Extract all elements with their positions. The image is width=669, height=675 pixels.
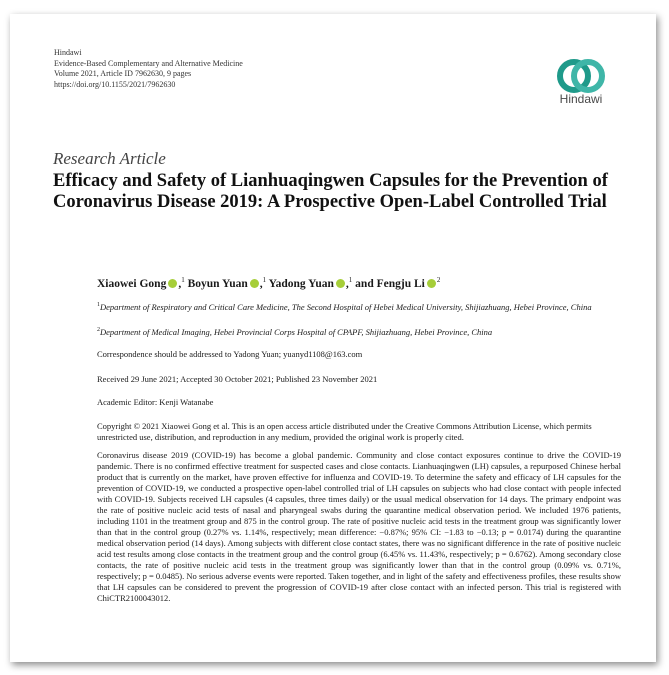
- author-affiliation-number: 2: [436, 276, 441, 284]
- orcid-icon[interactable]: [250, 279, 259, 288]
- hindawi-logo-icon: [551, 51, 611, 121]
- orcid-icon[interactable]: [168, 279, 177, 288]
- author-name[interactable]: Boyun Yuan: [187, 277, 248, 290]
- affiliation-text: Department of Medical Imaging, Hebei Provincial Corps Hospital of CPAPF, Shijiazhuang, Hebei Province, China: [100, 326, 493, 337]
- article-type: Research Article: [53, 149, 166, 168]
- journal-name: Evidence-Based Complementary and Alternative Medicine: [54, 58, 243, 68]
- author-name[interactable]: and Fengju Li: [355, 277, 425, 290]
- author-name[interactable]: Xiaowei Gong: [97, 277, 167, 290]
- orcid-icon[interactable]: [336, 279, 345, 288]
- abstract: Coronavirus disease 2019 (COVID-19) has become a global pandemic. Community and close contact exposures continue to drive the COVID-19 pandemic. There is no confirmed effective treatment for suspected cases and close contacts. Lianhuaqingwen (LH) capsules, a repurposed Chinese herbal product that is currently on the market, have proven effective for influenza and COVID-19. To determine the safety and efficacy of LH capsules for the prevention of COVID-19, we conducted a prospective open-label controlled trial of LH capsules on subjects who had close contact with people infected with COVID-19. Subjects received LH capsules (4 capsules, three times daily) or the usual medical observation for 14 days. The primary endpoint was the rate of positive nucleic acid tests of nasal and pharyngeal swabs during the quarantine medical observation period. We included 1976 patients, including 1101 in the treatment group and 875 in the control group. The rate of positive nucleic acid tests in the treatment group was significantly lower than that in the control group (0.27% vs. 1.14%, respectively; mean difference: −0.87%; 95% CI: −1.83 to −0.13; p = 0.0174) during the quarantine medical observation period (14 days). Among subjects with different close contact states, there was no significant difference in the rate of positive nucleic acid test results among close contacts in the treatment group and the control group (6.45% vs. 11.43%, respectively; p = 0.6762). Among secondary close contacts, the rate of positive nucleic acid tests in the treatment group was significantly lower than that in the control group (0.09% vs. 0.71%, respectively; p = 0.0485). No serious adverse events were reported. Taken together, and in light of the safety and effectiveness profiles, these results show that LH capsules can be considered to prevent the progression of COVID-19 after close contact with an infected person. This trial is registered with ChiCTR2100043012.: [97, 450, 621, 603]
- affiliation-number: 2: [97, 327, 100, 333]
- publisher-name: Hindawi: [54, 48, 82, 57]
- author-affiliation-number: 1: [262, 276, 267, 284]
- author-affiliation-number: 1: [181, 276, 185, 284]
- author-name[interactable]: Yadong Yuan: [268, 277, 334, 290]
- author-affiliation-number: 1: [348, 276, 353, 284]
- copyright-notice: Copyright © 2021 Xiaowei Gong et al. This is an open access article distributed under the Creative Commons Attribution License, which permits unrestricted use, distribution, and reproduction in any medium, provided the original work is properly cited.: [97, 421, 592, 442]
- affiliation-2: [97, 325, 617, 338]
- paper-title: Efficacy and Safety of Lianhuaqingwen Capsules for the Prevention of Coronavirus Disease 2019: A Prospective Open-Label Controlled Trial: [53, 171, 608, 212]
- affiliation-1: [97, 300, 597, 313]
- journal-volume: Volume 2021, Article ID 7962630, 9 pages: [54, 69, 192, 78]
- journal-info: [54, 48, 243, 90]
- paper-page: [10, 14, 656, 662]
- affiliation-number: 1: [97, 302, 100, 308]
- hindawi-logo-text: Hindawi: [559, 92, 603, 106]
- journal-doi[interactable]: https://doi.org/10.1155/2021/7962630: [54, 79, 176, 89]
- orcid-icon[interactable]: [427, 279, 436, 288]
- academic-editor: Academic Editor: Kenji Watanabe: [97, 397, 214, 407]
- author-list: Xiaowei Gong ,$^1$ Boyun Yuan ,$^1$ Yadong Yuan ,$^1$ and Fengju Li $^2$: [97, 276, 441, 290]
- publication-dates: Received 29 June 2021; Accepted 30 October 2021; Published 23 November 2021: [97, 374, 378, 384]
- correspondence: Correspondence should be addressed to Yadong Yuan; yuanyd1108@163.com: [97, 349, 363, 359]
- affiliation-text: Department of Respiratory and Critical Care Medicine, The Second Hospital of Hebei Medical University, Shijiazhuang, Hebei Province, China: [100, 301, 592, 312]
